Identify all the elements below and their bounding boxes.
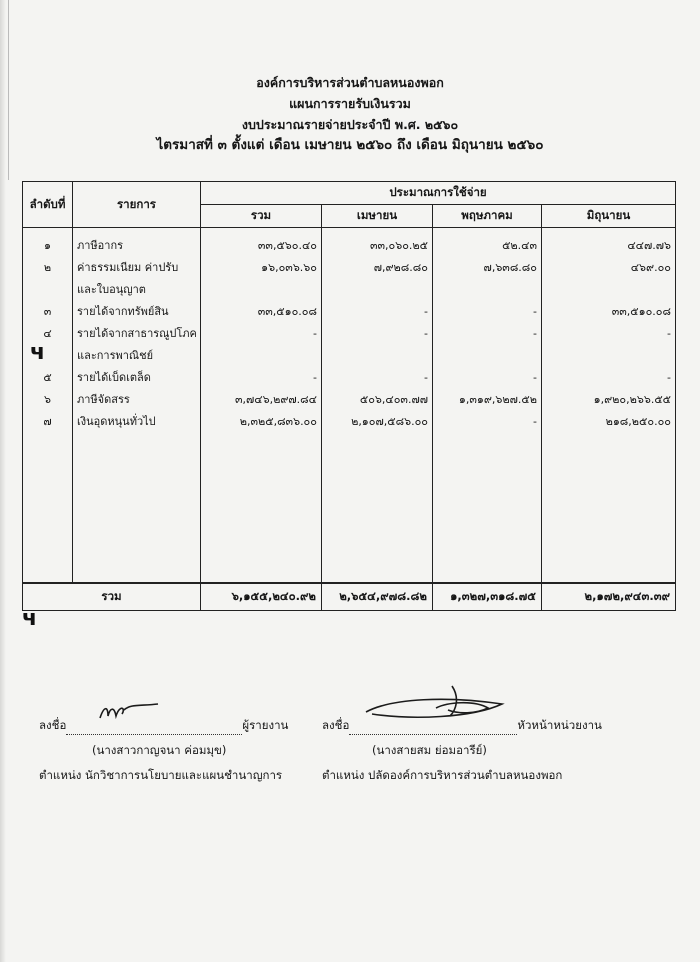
row-may: ๑,๓๑๙,๖๒๗.๕๒ [433, 388, 542, 410]
handwritten-mark: ч [22, 606, 38, 631]
totals-label: รวม [23, 583, 201, 611]
sign-label-right: ลงชื่อ [322, 718, 350, 732]
totals-jun: ๒,๑๗๒,๙๔๓.๓๙ [542, 583, 676, 611]
row-jun: - [542, 366, 676, 388]
row-apr: ๓๓,๐๖๐.๒๕ [322, 228, 433, 257]
header-jun: มิถุนายน [542, 205, 676, 228]
row-apr: ๗,๙๒๘.๘๐ [322, 256, 433, 278]
row-apr: - [322, 322, 433, 344]
table-row [23, 278, 676, 300]
row-may: - [433, 322, 542, 344]
row-no [23, 278, 73, 300]
table-row [23, 256, 676, 278]
row-item: รายได้จากสาธารณูปโภค [73, 322, 201, 344]
row-apr: - [322, 366, 433, 388]
table-spacer-row [23, 432, 676, 583]
row-item: เงินอุดหนุนทั่วไป [73, 410, 201, 432]
row-item: ภาษีจัดสรร [73, 388, 201, 410]
budget-table [22, 181, 676, 611]
row-item: รายได้จากทรัพย์สิน [73, 300, 201, 322]
row-may: - [433, 300, 542, 322]
handwritten-mark: ч [30, 340, 46, 365]
table-row [23, 366, 676, 388]
row-may: ๗,๖๓๘.๘๐ [433, 256, 542, 278]
row-item: ภาษีอากร [73, 228, 201, 257]
row-no: ๑ [23, 228, 73, 257]
row-may [433, 344, 542, 366]
row-item: รายได้เบ็ดเตล็ด [73, 366, 201, 388]
row-may: - [433, 410, 542, 432]
row-no: ๓ [23, 300, 73, 322]
row-no: ๖ [23, 388, 73, 410]
header-apr: เมษายน [322, 205, 433, 228]
row-no: ๒ [23, 256, 73, 278]
sign-label-left: ลงชื่อ [39, 718, 67, 732]
row-no: ๗ [23, 410, 73, 432]
row-jun: ๔๔๗.๗๖ [542, 228, 676, 257]
sign-line-right [349, 720, 517, 735]
quarter-range: ไตรมาสที่ ๓ ตั้งแต่ เดือน เมษายน ๒๕๖๐ ถึง เดือน มิถุนายน ๒๕๖๐ [156, 137, 544, 153]
row-total: ๓,๗๔๖,๒๙๗.๘๔ [201, 388, 322, 410]
signer-name-left: (นางสาวกาญจนา ค่อมมุข) [92, 743, 227, 757]
header-may: พฤษภาคม [433, 205, 542, 228]
row-may: - [433, 366, 542, 388]
plan-title: แผนการรายรับเงินรวม [289, 96, 411, 111]
signer-position-right: ตำแหน่ง ปลัดองค์การบริหารส่วนตำบลหนองพอก [322, 768, 563, 782]
totals-may: ๑,๓๒๗,๓๑๘.๗๕ [433, 583, 542, 611]
header-item: รายการ [73, 182, 201, 228]
row-no: ๕ [23, 366, 73, 388]
totals-total: ๖,๑๕๕,๒๔๐.๙๒ [201, 583, 322, 611]
row-may: ๕๒.๔๓ [433, 228, 542, 257]
row-apr [322, 344, 433, 366]
row-apr: - [322, 300, 433, 322]
header-group: ประมาณการใช้จ่าย [201, 182, 676, 205]
org-name: องค์การบริหารส่วนตำบลหนองพอก [256, 75, 444, 90]
row-item: และการพาณิชย์ [73, 344, 201, 366]
signer-name-right: (นางสายสม ย่อมอารีย์) [372, 743, 487, 757]
row-jun [542, 344, 676, 366]
row-total [201, 344, 322, 366]
row-total: ๑๖,๐๓๖.๖๐ [201, 256, 322, 278]
signer-position-left: ตำแหน่ง นักวิชาการนโยบายและแผนชำนาญการ [39, 768, 283, 782]
row-jun: ๔๖๙.๐๐ [542, 256, 676, 278]
totals-row [23, 583, 676, 611]
row-jun: - [542, 322, 676, 344]
table-body [23, 228, 676, 584]
table-row [23, 228, 676, 257]
row-total: - [201, 322, 322, 344]
table-row [23, 388, 676, 410]
title-block [0, 72, 700, 156]
row-jun: ๓๓,๕๑๐.๐๘ [542, 300, 676, 322]
header-total: รวม [201, 205, 322, 228]
row-apr: ๒,๑๐๗,๕๘๖.๐๐ [322, 410, 433, 432]
row-total [201, 278, 322, 300]
row-total: ๓๓,๕๖๐.๔๐ [201, 228, 322, 257]
sign-role-right: หัวหน้าหน่วยงาน [517, 718, 602, 732]
row-apr [322, 278, 433, 300]
row-apr: ๕๐๖,๔๐๓.๗๗ [322, 388, 433, 410]
table-row [23, 410, 676, 432]
row-total: - [201, 366, 322, 388]
sign-role-left: ผู้รายงาน [242, 718, 289, 732]
table-row [23, 300, 676, 322]
sign-row-left [39, 717, 288, 735]
row-total: ๒,๓๒๕,๘๓๖.๐๐ [201, 410, 322, 432]
totals-apr: ๒,๖๕๔,๙๗๘.๘๒ [322, 583, 433, 611]
row-item: ค่าธรรมเนียม ค่าปรับ [73, 256, 201, 278]
row-jun: ๒๑๘,๒๕๐.๐๐ [542, 410, 676, 432]
row-jun [542, 278, 676, 300]
row-item: และใบอนุญาต [73, 278, 201, 300]
sign-row-right [322, 717, 602, 735]
row-total: ๓๓,๕๑๐.๐๘ [201, 300, 322, 322]
row-no: ๔ [23, 322, 73, 344]
table-row [23, 344, 676, 366]
row-jun: ๑,๙๒๐,๒๖๖.๕๕ [542, 388, 676, 410]
header-no: ลำดับที่ [23, 182, 73, 228]
sign-line-left [66, 720, 242, 735]
budget-year: งบประมาณรายจ่ายประจำปี พ.ศ. ๒๕๖๐ [241, 117, 459, 132]
row-may [433, 278, 542, 300]
table-row [23, 322, 676, 344]
